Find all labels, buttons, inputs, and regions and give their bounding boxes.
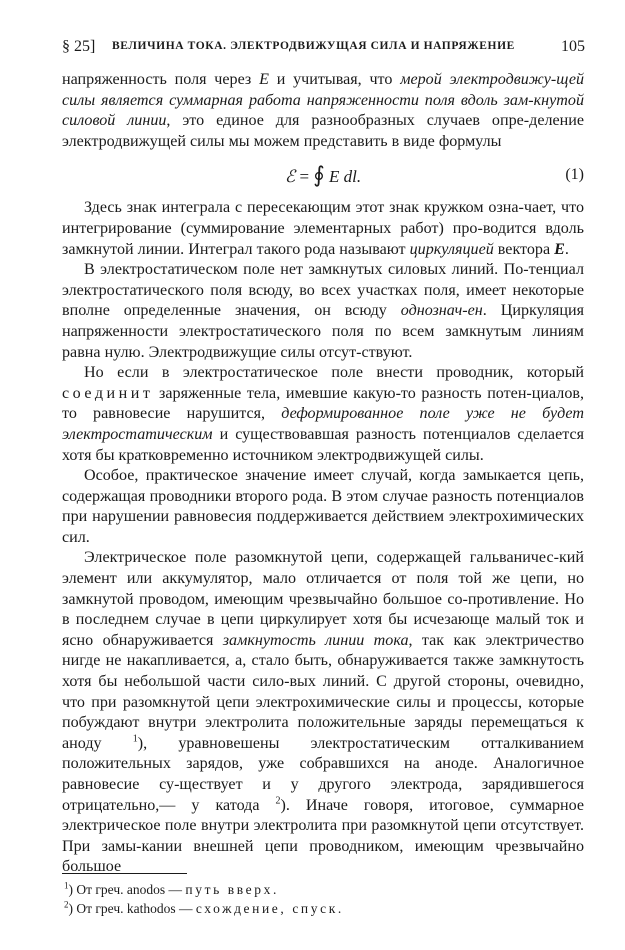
footnote-text: . <box>272 882 277 897</box>
footnote-mark-paren: ) <box>68 882 73 897</box>
equals-sign: = <box>295 167 314 187</box>
paragraph-5 <box>62 466 584 548</box>
text-run: . Циркуляция напряженности электростатического поля по всем замкнутым линиям равна нулю. Электродвижущие силы отсут-ствуют. <box>62 302 584 361</box>
footnote-spaced-text: путь вверх <box>185 882 273 897</box>
text-run: Электрическое поле разомкнутой цепи, содержащей гальваничес-кий элемент или аккумулятор, мало отличается от поля той же цепи, но замкнутой проводом, имеющим чрезвычайно большое со-противление. Но в последнем случае в цепи циркулирует хотя бы исчезающе малый ток и ясно обнаруживается <box>62 549 584 649</box>
footnotes <box>62 880 584 918</box>
footnote-mark: 1 <box>64 880 69 891</box>
equation-number: (1) <box>565 166 584 184</box>
footnote-spaced-text: схождение, спуск <box>195 901 338 916</box>
footnote-text: . <box>337 901 342 916</box>
paragraph-1 <box>62 70 584 152</box>
italic-emphasis: деформированное поле уже не будет электростатическим <box>62 405 584 443</box>
footnote-text: От греч. kathodos — <box>73 901 196 916</box>
formula-expression <box>62 152 584 200</box>
emf-symbol: ℰ <box>284 167 296 187</box>
page-number: 105 <box>561 38 585 55</box>
footnote-ref-1[interactable]: 1 <box>132 733 138 745</box>
section-marker: § 25] <box>62 38 96 55</box>
spaced-emphasis: соединит <box>62 384 154 402</box>
footnote-1 <box>62 880 584 899</box>
equation-1 <box>62 152 584 198</box>
italic-term: циркуляцией <box>409 240 494 258</box>
text-run: ). Иначе говоря, итоговое, суммарное электрическое поле внутри электролита при разомкнутой цепи отсутствует. При замы-кании внешней цепи проводником, имеющим чрезвычайно большое <box>62 796 585 876</box>
paragraph-2 <box>62 198 584 260</box>
contour-integral-symbol: ∮ <box>313 162 325 188</box>
text-run: и учитывая, что <box>268 71 401 88</box>
footnote-ref-2[interactable]: 2 <box>275 795 281 807</box>
text-run: , так как электричество нигде не накапливается, а, стало быть, обнаруживается также замкнутость хотя бы небольшой части сило-вых линий. С другой стороны, очевидно, что при разомкнутой цепи электрохимические силы и процессы, которые побуждают внутри электролита положительные заряды перемещаться к аноду <box>62 631 585 752</box>
text-run: . <box>564 240 569 258</box>
vector-e: E <box>554 240 565 258</box>
text-run: Особое, практическое значение имеет случай, когда замыкается цепь, содержащая проводники второго рода. В этом случае разность потенциалов при нарушении равновесия поддерживается действием электрохимических сил. <box>62 467 584 546</box>
footnote-rule <box>62 873 187 874</box>
text-run: вектора <box>493 240 555 258</box>
text-run: Но если в электростатическое поле внести проводник, который <box>84 364 584 382</box>
text-run: ), уравновешены электростатическим отталкиванием положительных зарядов, уже собравшихся на аноде. Аналогичное равновесие су-ществует и у другого электрода, зарядившегося отрицательно,— у катода <box>62 734 584 814</box>
running-header <box>62 38 585 58</box>
paragraph-6 <box>62 548 584 878</box>
running-title: ВЕЛИЧИНА ТОКА. ЭЛЕКТРОДВИЖУЩАЯ СИЛА И НАПРЯЖЕНИЕ <box>112 40 515 52</box>
text-run: , это единое для разнообразных случаев опре-деление электродвижущей силы мы можем представить в виде формулы <box>62 112 585 150</box>
text-run: заряженные тела, имевшие какую-то разность потен-циалов, то равновесие нарушится, <box>62 384 584 423</box>
footnote-mark-paren: ) <box>68 901 73 916</box>
footnote-mark: 2 <box>64 899 69 910</box>
paragraph-4 <box>62 363 584 466</box>
italic-emphasis: замкнутость линии тока <box>222 631 409 649</box>
italic-emphasis: мерой электродвижу-щей силы является суммарная работа напряженности поля вдоль зам-кнутой силовой линии <box>62 71 585 130</box>
footnote-text: От греч. anodos — <box>73 882 186 897</box>
main-text <box>62 70 584 878</box>
footnote-2 <box>62 899 584 918</box>
text-run: и существовавшая разность потенциалов сделается хотя бы кратковременно источником электродвижущей силы. <box>62 425 584 464</box>
text-run: Здесь знак интеграла с пересекающим этот знак кружком озна-чает, что интегрирование (суммирование элементарных работ) про-водится вдоль замкнутой линии. Интеграл такого рода называют <box>62 199 584 258</box>
text-run: В электростатическом поле нет замкнутых силовых линий. По-тенциал электростатического поля всюду, во всех участках поля, имеет некоторые вполне определенные значения, он всюду <box>62 261 584 320</box>
symbol-e: E <box>259 71 269 88</box>
text-run: напряженность поля через <box>62 71 260 88</box>
paragraph-3 <box>62 260 584 363</box>
italic-term: однознач-ен <box>400 302 483 320</box>
integrand: E dl. <box>324 167 362 187</box>
